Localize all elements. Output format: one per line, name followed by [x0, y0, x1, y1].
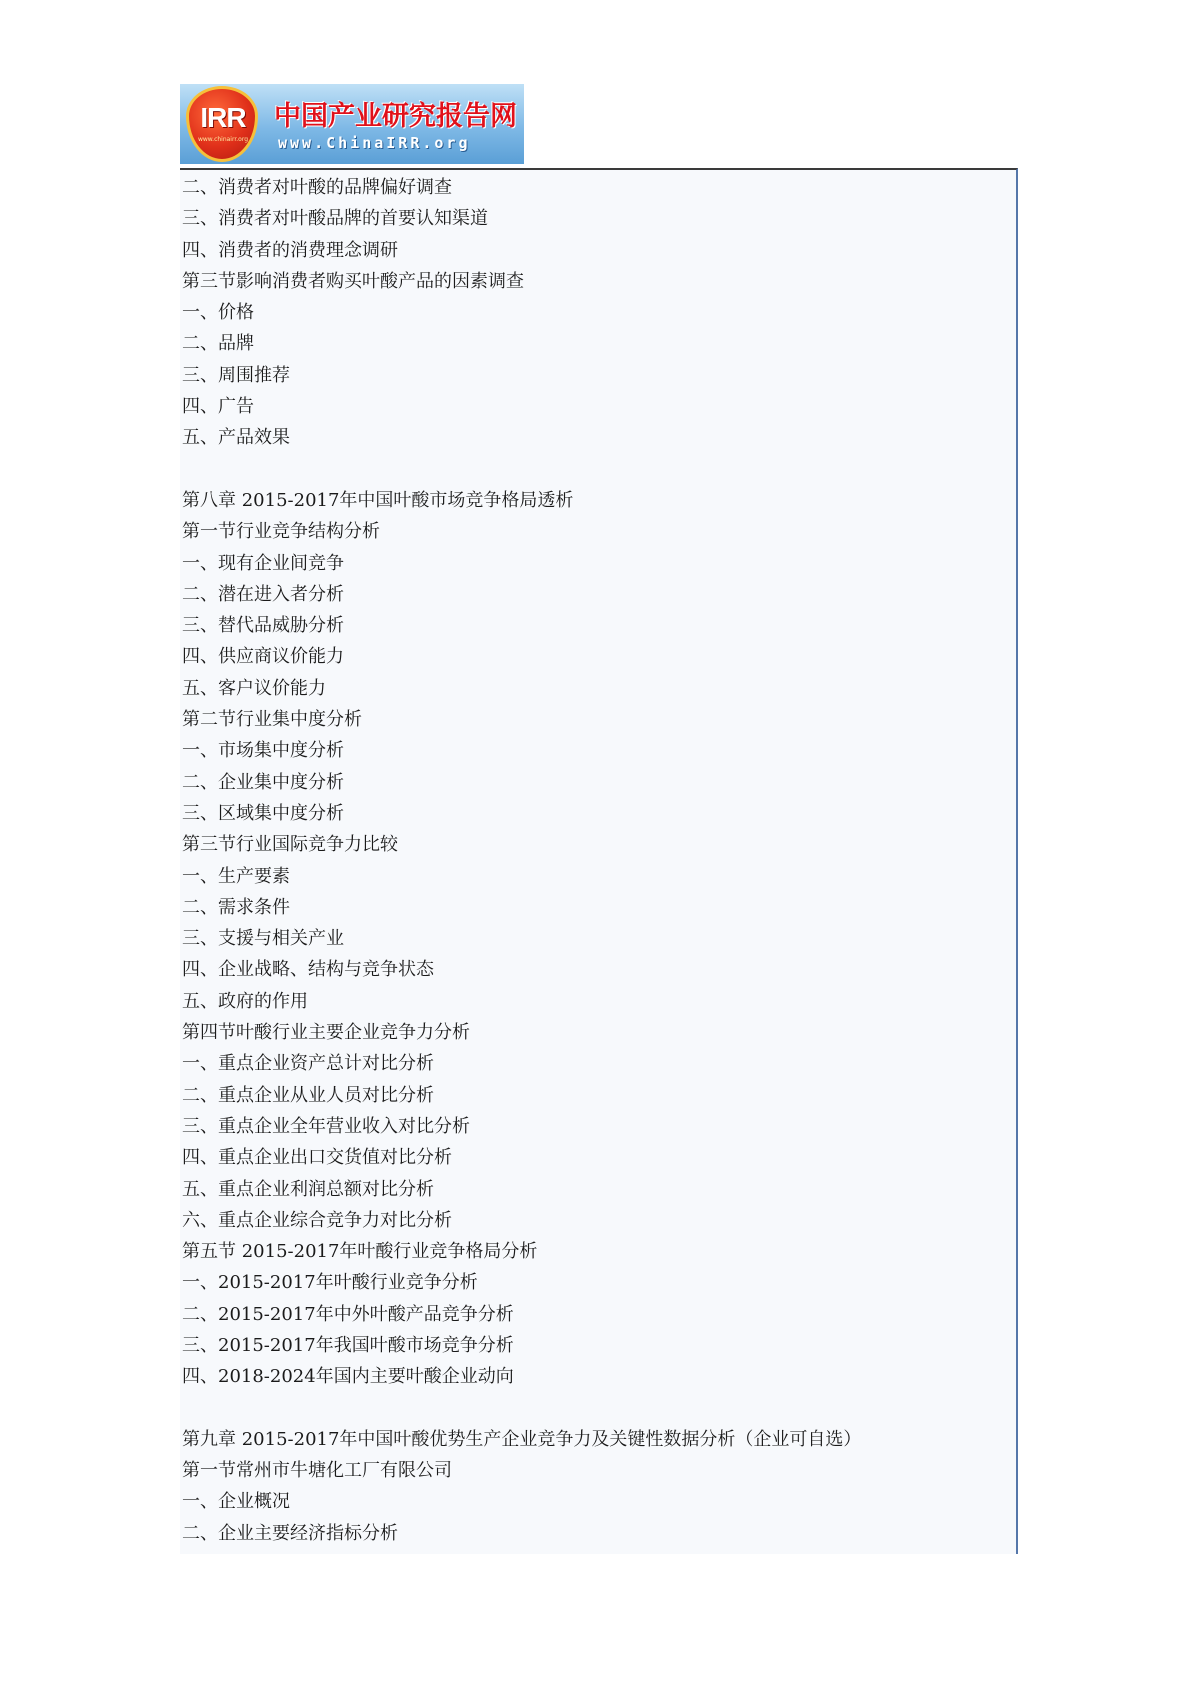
- toc-line: 一、2015-2017年叶酸行业竞争分析: [182, 1272, 478, 1294]
- toc-line: [182, 1393, 861, 1424]
- toc-line: 二、需求条件: [182, 896, 290, 918]
- toc-line: 第五节 2015-2017年叶酸行业竞争格局分析: [182, 1241, 538, 1263]
- toc-line: 六、重点企业综合竞争力对比分析: [182, 1209, 452, 1231]
- toc-line: 五、重点企业利润总额对比分析: [182, 1178, 434, 1200]
- toc-line: 第三节行业国际竞争力比较: [182, 834, 398, 856]
- logo-mark-small: www.chinairr.org: [197, 136, 249, 143]
- toc-line: 三、消费者对叶酸品牌的首要认知渠道: [182, 208, 488, 230]
- toc-line: 四、消费者的消费理念调研: [182, 239, 398, 261]
- toc-line: 二、企业主要经济指标分析: [182, 1522, 398, 1544]
- toc-line: 第四节叶酸行业主要企业竞争力分析: [182, 1022, 470, 1044]
- toc-line: 一、生产要素: [182, 865, 290, 887]
- logo-mark: IRR: [200, 102, 246, 133]
- toc-line: 二、潜在进入者分析: [182, 583, 344, 605]
- toc-line: 二、重点企业从业人员对比分析: [182, 1084, 434, 1106]
- toc-line: 第一节常州市牛塘化工厂有限公司: [182, 1460, 452, 1482]
- toc-line: 四、2018-2024年国内主要叶酸企业动向: [182, 1366, 514, 1388]
- toc-line: 一、价格: [182, 302, 254, 324]
- toc-line: 三、区域集中度分析: [182, 802, 344, 824]
- table-of-contents: [182, 172, 861, 1549]
- toc-line: 五、客户议价能力: [182, 677, 326, 699]
- toc-line: 三、支援与相关产业: [182, 928, 344, 950]
- toc-line: 一、市场集中度分析: [182, 740, 344, 762]
- toc-line: 三、替代品威胁分析: [182, 615, 344, 637]
- toc-line: 二、消费者对叶酸的品牌偏好调查: [182, 177, 452, 198]
- toc-line: 四、供应商议价能力: [182, 646, 344, 668]
- toc-line: 四、重点企业出口交货值对比分析: [182, 1147, 452, 1169]
- toc-line: 四、企业战略、结构与竞争状态: [182, 959, 434, 981]
- toc-line: 四、广告: [182, 396, 254, 418]
- toc-line: 一、重点企业资产总计对比分析: [182, 1053, 434, 1075]
- toc-line: 一、现有企业间竞争: [182, 552, 344, 574]
- toc-line: 三、2015-2017年我国叶酸市场竞争分析: [182, 1334, 514, 1356]
- toc-line: [182, 454, 861, 485]
- toc-line: 五、产品效果: [182, 427, 290, 449]
- toc-line: 二、2015-2017年中外叶酸产品竞争分析: [182, 1303, 514, 1325]
- toc-line: 三、重点企业全年营业收入对比分析: [182, 1115, 470, 1137]
- toc-line: 第一节行业竞争结构分析: [182, 521, 380, 543]
- toc-line: 第二节行业集中度分析: [182, 709, 362, 731]
- site-logo: [180, 84, 524, 164]
- toc-line: 五、政府的作用: [182, 990, 308, 1012]
- toc-line: 二、企业集中度分析: [182, 771, 344, 793]
- toc-line: 一、企业概况: [182, 1491, 290, 1513]
- toc-line: 二、品牌: [182, 333, 254, 355]
- toc-line: 第八章 2015-2017年中国叶酸市场竞争格局透析: [182, 489, 574, 511]
- toc-line: 三、周围推荐: [182, 364, 290, 386]
- toc-line: 第九章 2015-2017年中国叶酸优势生产企业竞争力及关键性数据分析（企业可自选）: [182, 1428, 862, 1450]
- site-name: 中国产业研究报告网: [274, 101, 517, 132]
- site-url: www.ChinaIRR.org: [278, 134, 471, 152]
- toc-line: 第三节影响消费者购买叶酸产品的因素调查: [182, 270, 524, 292]
